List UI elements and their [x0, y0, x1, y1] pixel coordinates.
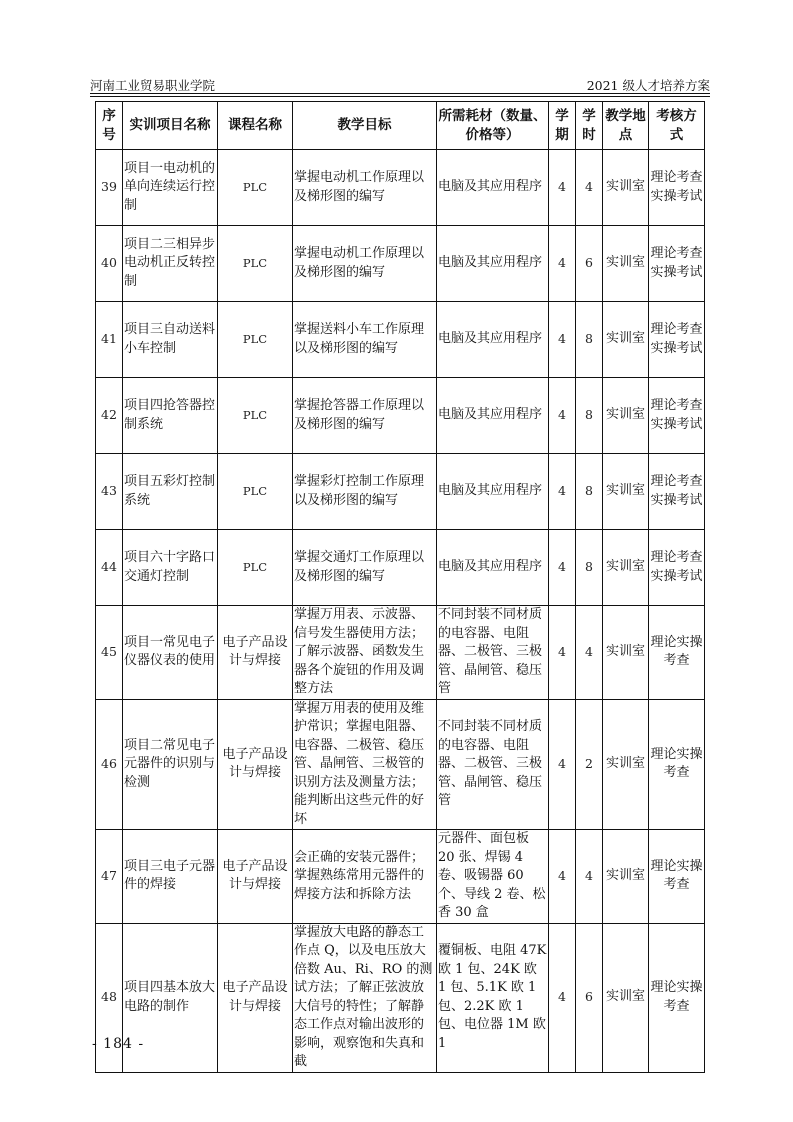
page-header — [90, 76, 710, 94]
term: 4 — [549, 923, 576, 1072]
materials: 电脑及其应用程序 — [437, 150, 549, 226]
row-number: 42 — [96, 378, 123, 454]
table-row — [96, 454, 705, 530]
teaching-goal: 掌握万用表的使用及维护常识；掌握电阻器、电容器、二极管、稳压管、晶闸管、三极管的识别方法及测量方法；能判断出这些元件的好坏 — [293, 699, 437, 830]
teaching-goal: 掌握送料小车工作原理以及梯形图的编写 — [293, 302, 437, 378]
course-name: PLC — [218, 378, 293, 454]
table-header-row — [96, 102, 705, 150]
term: 4 — [549, 454, 576, 530]
exam-method: 理论考查实操考试 — [649, 226, 705, 302]
place: 实训室 — [603, 150, 649, 226]
project-name: 项目二三相异步电动机正反转控制 — [123, 226, 218, 302]
teaching-goal: 掌握交通灯工作原理以及梯形图的编写 — [293, 530, 437, 606]
course-name: PLC — [218, 302, 293, 378]
col-header: 学期 — [549, 102, 576, 150]
row-number: 44 — [96, 530, 123, 606]
row-number: 48 — [96, 923, 123, 1072]
row-number: 39 — [96, 150, 123, 226]
teaching-goal: 掌握电动机工作原理以及梯形图的编写 — [293, 150, 437, 226]
course-name: 电子产品设计与焊接 — [218, 830, 293, 924]
project-name: 项目四基本放大电路的制作 — [123, 923, 218, 1072]
col-header: 考核方式 — [649, 102, 705, 150]
materials: 不同封装不同材质的电容器、电阻器、二极管、三极管、晶闸管、稳压管 — [437, 699, 549, 830]
materials: 电脑及其应用程序 — [437, 530, 549, 606]
table-row — [96, 226, 705, 302]
teaching-goal: 掌握彩灯控制工作原理以及梯形图的编写 — [293, 454, 437, 530]
header-rule-thin — [90, 96, 710, 97]
header-rule — [90, 93, 710, 94]
materials: 覆铜板、电阻 47K 欧 1 包、24K 欧 1 包、5.1K 欧 1 包、2.2K 欧 1 包、电位器 1M 欧 1 — [437, 923, 549, 1072]
table-row — [96, 606, 705, 700]
materials: 电脑及其应用程序 — [437, 226, 549, 302]
teaching-goal: 掌握万用表、示波器、信号发生器使用方法；了解示波器、函数发生器各个旋钮的作用及调整方法 — [293, 606, 437, 700]
exam-method: 理论实操考查 — [649, 923, 705, 1072]
project-name: 项目二常见电子元器件的识别与检测 — [123, 699, 218, 830]
hours: 2 — [576, 699, 603, 830]
row-number: 40 — [96, 226, 123, 302]
table-row — [96, 302, 705, 378]
exam-method: 理论考查实操考试 — [649, 378, 705, 454]
hours: 4 — [576, 830, 603, 924]
term: 4 — [549, 226, 576, 302]
table-row — [96, 530, 705, 606]
table-row — [96, 830, 705, 924]
term: 4 — [549, 378, 576, 454]
place: 实训室 — [603, 923, 649, 1072]
teaching-goal: 会正确的安装元器件；掌握熟练常用元器件的焊接方法和拆除方法 — [293, 830, 437, 924]
course-name: PLC — [218, 226, 293, 302]
place: 实训室 — [603, 302, 649, 378]
exam-method: 理论实操考查 — [649, 699, 705, 830]
course-name: PLC — [218, 530, 293, 606]
project-name: 项目五彩灯控制系统 — [123, 454, 218, 530]
exam-method: 理论考查实操考试 — [649, 530, 705, 606]
col-header: 实训项目名称 — [123, 102, 218, 150]
row-number: 43 — [96, 454, 123, 530]
col-header: 学时 — [576, 102, 603, 150]
hours: 6 — [576, 226, 603, 302]
document-title: 2021 级人才培养方案 — [586, 78, 710, 93]
materials: 电脑及其应用程序 — [437, 454, 549, 530]
col-header: 课程名称 — [218, 102, 293, 150]
place: 实训室 — [603, 830, 649, 924]
table-row — [96, 150, 705, 226]
hours: 6 — [576, 923, 603, 1072]
teaching-goal: 掌握抢答器工作原理以及梯形图的编写 — [293, 378, 437, 454]
exam-method: 理论实操考查 — [649, 606, 705, 700]
term: 4 — [549, 699, 576, 830]
col-header: 所需耗材（数量、价格等） — [437, 102, 549, 150]
materials: 元器件、面包板 20 张、焊锡 4 卷、吸锡器 60 个、导线 2 卷、松香 30 盒 — [437, 830, 549, 924]
row-number: 47 — [96, 830, 123, 924]
table-row — [96, 699, 705, 830]
exam-method: 理论考查实操考试 — [649, 302, 705, 378]
hours: 8 — [576, 302, 603, 378]
course-name: PLC — [218, 150, 293, 226]
school-name: 河南工业贸易职业学院 — [90, 78, 216, 93]
training-table — [95, 101, 705, 1073]
term: 4 — [549, 150, 576, 226]
hours: 4 — [576, 606, 603, 700]
hours: 4 — [576, 150, 603, 226]
place: 实训室 — [603, 378, 649, 454]
project-name: 项目四抢答器控制系统 — [123, 378, 218, 454]
row-number: 45 — [96, 606, 123, 700]
place: 实训室 — [603, 699, 649, 830]
exam-method: 理论考查实操考试 — [649, 150, 705, 226]
project-name: 项目三电子元器件的焊接 — [123, 830, 218, 924]
term: 4 — [549, 606, 576, 700]
place: 实训室 — [603, 226, 649, 302]
place: 实训室 — [603, 530, 649, 606]
course-name: 电子产品设计与焊接 — [218, 606, 293, 700]
materials: 不同封装不同材质的电容器、电阻器、二极管、三极管、晶闸管、稳压管 — [437, 606, 549, 700]
exam-method: 理论考查实操考试 — [649, 454, 705, 530]
col-header: 序号 — [96, 102, 123, 150]
materials: 电脑及其应用程序 — [437, 302, 549, 378]
term: 4 — [549, 302, 576, 378]
page-number: - 184 - — [92, 1036, 145, 1052]
term: 4 — [549, 830, 576, 924]
table-row — [96, 378, 705, 454]
hours: 8 — [576, 378, 603, 454]
materials: 电脑及其应用程序 — [437, 378, 549, 454]
course-name: 电子产品设计与焊接 — [218, 699, 293, 830]
hours: 8 — [576, 454, 603, 530]
row-number: 41 — [96, 302, 123, 378]
project-name: 项目一常见电子仪器仪表的使用 — [123, 606, 218, 700]
col-header: 教学地点 — [603, 102, 649, 150]
hours: 8 — [576, 530, 603, 606]
teaching-goal: 掌握放大电路的静态工作点 Q，以及电压放大倍数 Au、Ri、RO 的测试方法；了解正弦波放大信号的特性；了解静态工作点对输出波形的影响，观察饱和失真和截 — [293, 923, 437, 1072]
teaching-goal: 掌握电动机工作原理以及梯形图的编写 — [293, 226, 437, 302]
col-header: 教学目标 — [293, 102, 437, 150]
project-name: 项目六十字路口交通灯控制 — [123, 530, 218, 606]
project-name: 项目三自动送料小车控制 — [123, 302, 218, 378]
exam-method: 理论实操考查 — [649, 830, 705, 924]
project-name: 项目一电动机的单向连续运行控制 — [123, 150, 218, 226]
course-name: PLC — [218, 454, 293, 530]
place: 实训室 — [603, 454, 649, 530]
term: 4 — [549, 530, 576, 606]
row-number: 46 — [96, 699, 123, 830]
course-name: 电子产品设计与焊接 — [218, 923, 293, 1072]
place: 实训室 — [603, 606, 649, 700]
table-row — [96, 923, 705, 1072]
